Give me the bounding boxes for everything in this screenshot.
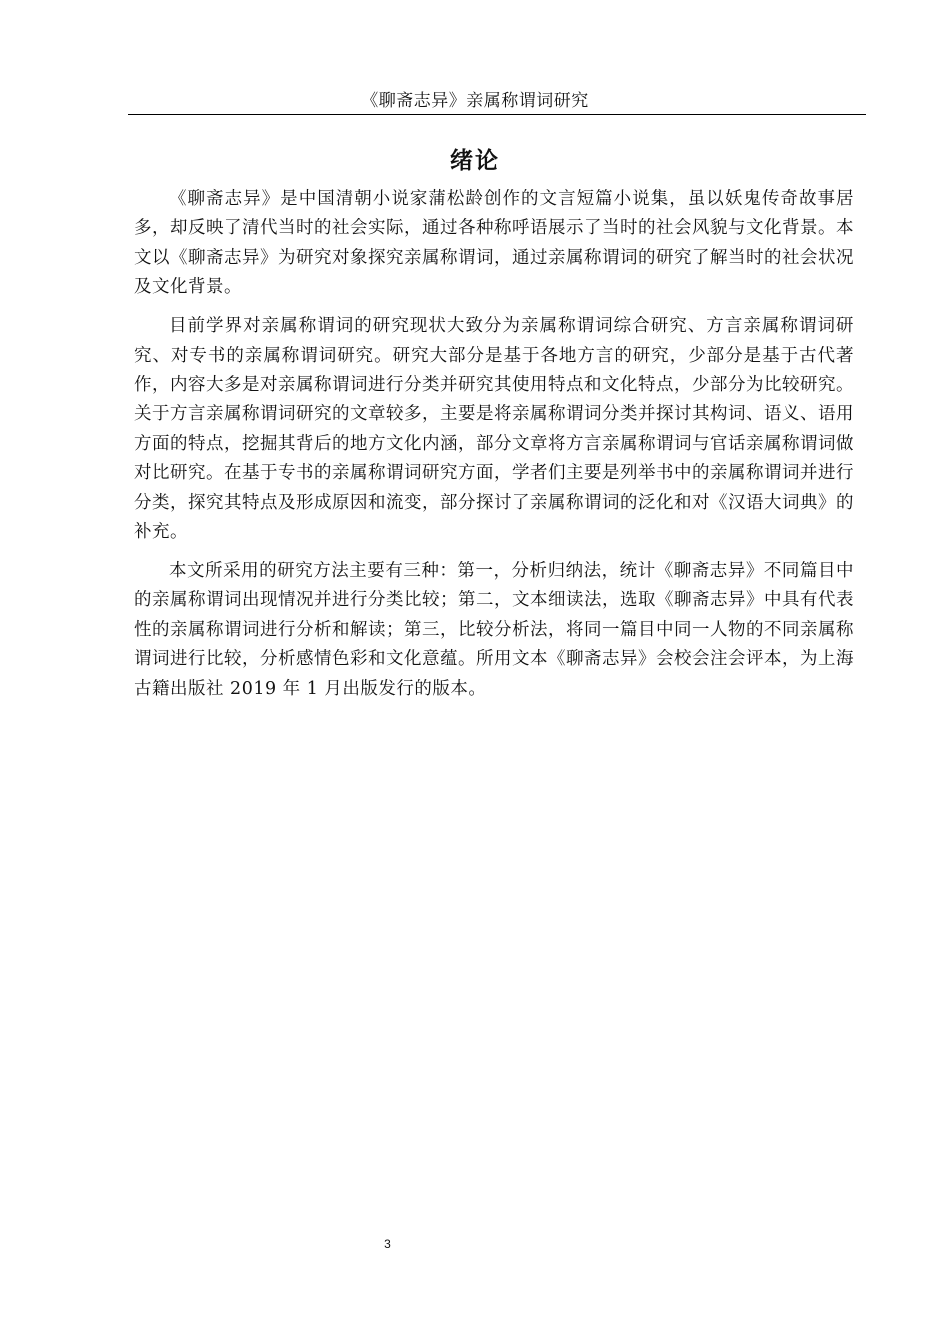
paragraph-literature-review: 目前学界对亲属称谓词的研究现状大致分为亲属称谓词综合研究、方言亲属称谓词研究、对专书的亲属称谓词研究。研究大部分是基于各地方言的研究，少部分是基于古代著作，内容大多是对亲属称谓词进行分类并研究其使用特点和文化特点，少部分为比较研究。关于方言亲属称谓词研究的文章较多，主要是将亲属称谓词分类并探讨其构词、语义、语用方面的特点，挖掘其背后的地方文化内涵，部分文章将方言亲属称谓词与官话亲属称谓词做对比研究。在基于专书的亲属称谓词研究方面，学者们主要是列举书中的亲属称谓词并进行分类，探究其特点及形成原因和流变，部分探讨了亲属称谓词的泛化和对《汉语大词典》的补充。 [134,316,854,542]
page-number: 3 [384,1237,391,1251]
header-rule [128,114,866,115]
running-header-title: 《聊斋志异》亲属称谓词研究 [361,91,589,111]
body-text [134,185,854,704]
paragraph-intro: 《聊斋志异》是中国清朝小说家蒲松龄创作的文言短篇小说集，虽以妖鬼传奇故事居多，却反映了清代当时的社会实际，通过各种称呼语展示了当时的社会风貌与文化背景。本文以《聊斋志异》为研究对象探究亲属称谓词，通过亲属称谓词的研究了解当时的社会状况及文化背景。 [134,189,854,298]
paragraph-methods: 本文所采用的研究方法主要有三种：第一，分析归纳法，统计《聊斋志异》不同篇目中的亲属称谓词出现情况并进行分类比较；第二，文本细读法，选取《聊斋志异》中具有代表性的亲属称谓词进行分析和解读；第三，比较分析法，将同一篇目中同一人物的不同亲属称谓词进行比较，分析感情色彩和文化意蕴。所用文本《聊斋志异》会校会注会评本，为上海古籍出版社 2019 年 1 月出版发行的版本。 [134,560,854,699]
section-title: 绪论 [450,148,500,174]
